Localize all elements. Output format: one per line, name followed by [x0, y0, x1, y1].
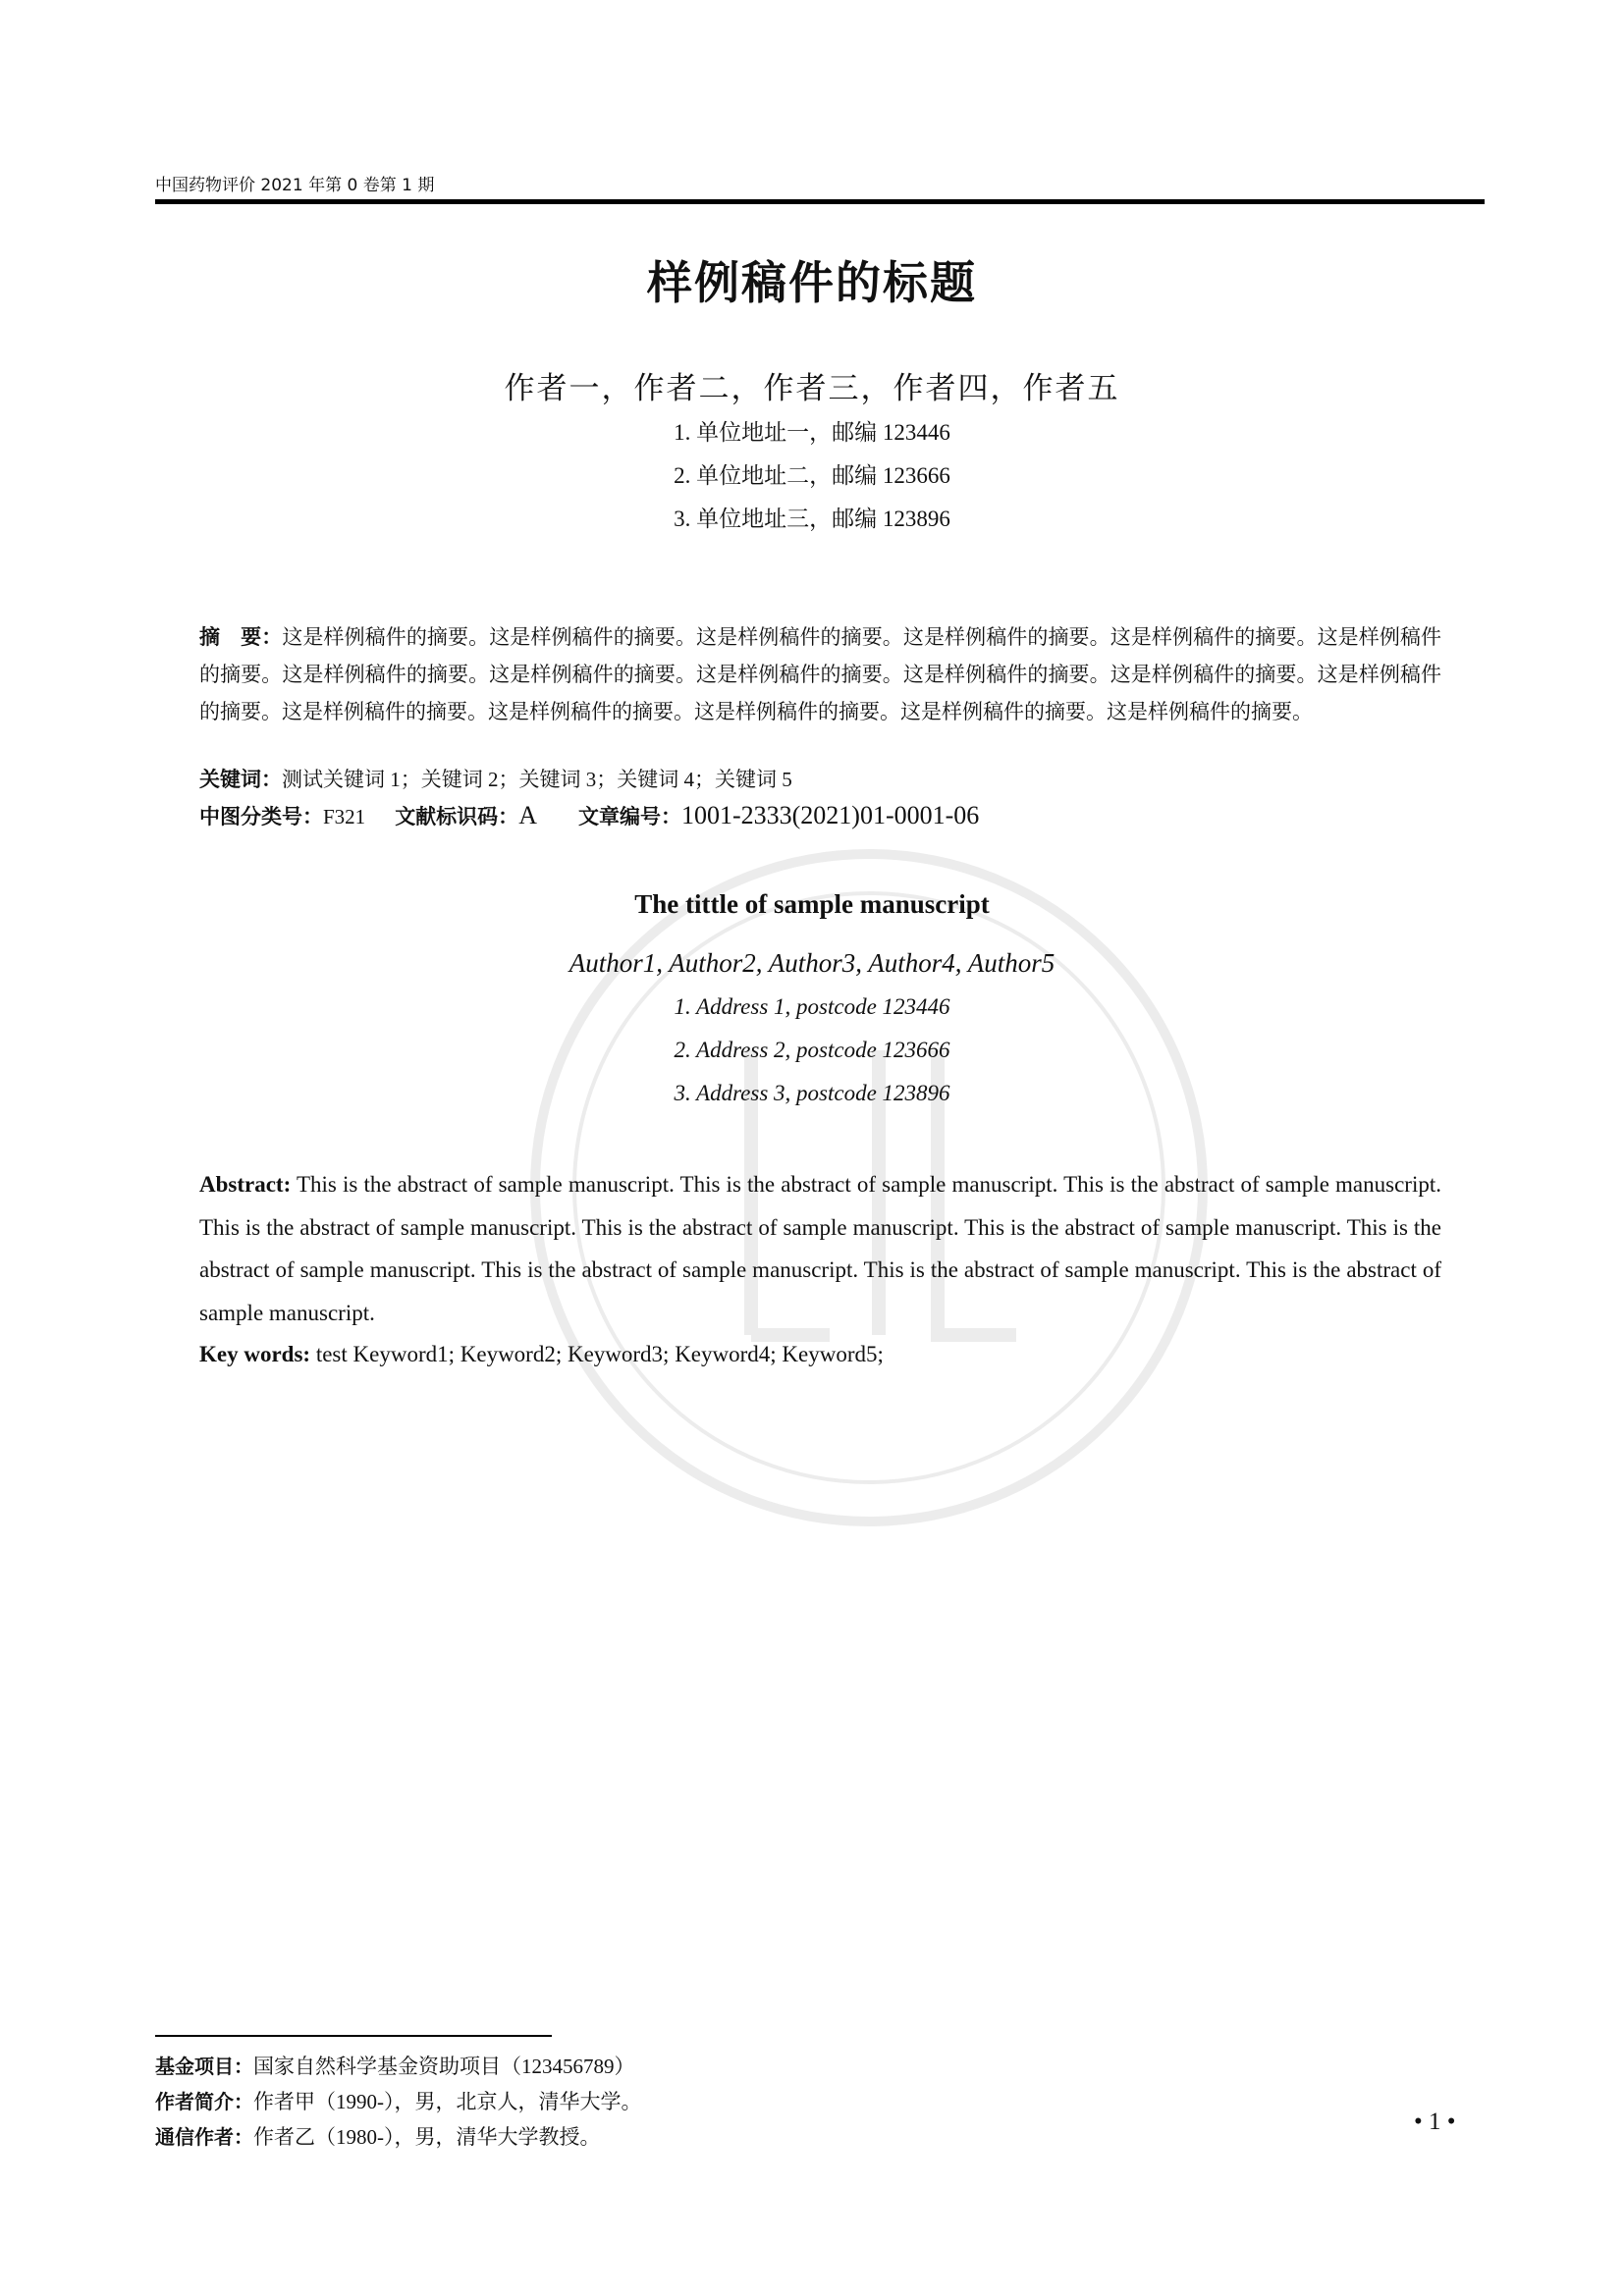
- footnote-bio-text: 作者甲（1990-），男，北京人，清华大学。: [253, 2090, 642, 2113]
- english-abstract: [199, 1163, 1441, 1334]
- chinese-keywords: [199, 762, 1441, 797]
- footnote-fund-text: 国家自然科学基金资助项目（123456789）: [253, 2055, 635, 2078]
- chinese-affiliation-3: 3. 单位地址三，邮编 123896: [674, 507, 950, 531]
- chinese-affiliation-1: 1. 单位地址一，邮编 123446: [674, 420, 950, 445]
- doc-code-label: 文献标识码：: [395, 805, 519, 828]
- footnote-fund-label: 基金项目：: [155, 2055, 253, 2078]
- english-keywords-label: Key words:: [199, 1342, 311, 1366]
- clc-value: F321: [323, 805, 366, 828]
- clc-label: 中图分类号：: [199, 805, 323, 828]
- chinese-abstract-text: 这是样例稿件的摘要。这是样例稿件的摘要。这是样例稿件的摘要。这是样例稿件的摘要。这是样例稿件的摘要。这是样例稿件的摘要。这是样例稿件的摘要。这是样例稿件的摘要。这是样例稿件的摘要。这是样例稿件的摘要。这是样例稿件的摘要。这是样例稿件的摘要。这是样例稿件的摘要。这是样例稿件的摘要。这是样例稿件的摘要。这是样例稿件的摘要。这是样例稿件的摘要。: [199, 625, 1441, 723]
- footnote-corresponding: [155, 2120, 601, 2154]
- chinese-abstract-label: 摘 要：: [199, 625, 283, 649]
- footnote-fund: [155, 2050, 635, 2083]
- english-affiliation-1: 1. Address 1, postcode 123446: [674, 994, 950, 1019]
- footnote-corr-text: 作者乙（1980-），男，清华大学教授。: [253, 2125, 601, 2149]
- chinese-abstract: [199, 618, 1441, 730]
- english-affiliation-3: 3. Address 3, postcode 123896: [674, 1081, 950, 1105]
- chinese-title: 样例稿件的标题: [647, 256, 977, 309]
- chinese-authors: 作者一，作者二，作者三，作者四，作者五: [504, 371, 1120, 405]
- article-number-label: 文章编号：: [577, 805, 681, 828]
- chinese-affiliation-2: 2. 单位地址二，邮编 123666: [674, 463, 950, 488]
- doc-code-value: A: [518, 801, 537, 829]
- english-affiliation-2: 2. Address 2, postcode 123666: [674, 1038, 950, 1062]
- footnote-corr-label: 通信作者：: [155, 2125, 253, 2149]
- footnote-author-bio: [155, 2085, 642, 2118]
- english-keywords-text: test Keyword1; Keyword2; Keyword3; Keyword4; Keyword5;: [310, 1342, 884, 1366]
- english-abstract-text: This is the abstract of sample manuscript. This is the abstract of sample manuscript. This is the abstract of sample manuscript. This is the abstract of sample manuscript. This is the abstract of sample manuscript. This is the abstract of sample manuscript. This is the abstract of sample manuscript. This is the abstract of sample manuscript. This is the abstract of sample manuscript. This is the abstract of sample manuscript.: [199, 1172, 1441, 1325]
- english-authors: Author1, Author2, Author3, Author4, Author5: [568, 948, 1056, 978]
- chinese-keywords-text: 测试关键词 1；关键词 2；关键词 3；关键词 4；关键词 5: [282, 768, 792, 791]
- english-keywords: [199, 1335, 1441, 1374]
- classification-line: [199, 798, 1441, 834]
- article-number-value: 1001-2333(2021)01-0001-06: [680, 801, 980, 829]
- page-number: • 1 •: [1414, 2109, 1456, 2135]
- english-title: The tittle of sample manuscript: [634, 889, 990, 919]
- running-head: 中国药物评价 2021 年第 0 卷第 1 期: [155, 176, 435, 195]
- footnote-rule: [155, 2035, 552, 2037]
- header-rule: [155, 199, 1485, 204]
- chinese-keywords-label: 关键词：: [199, 768, 282, 791]
- english-abstract-label: Abstract:: [199, 1172, 292, 1197]
- footnote-bio-label: 作者简介：: [155, 2090, 253, 2113]
